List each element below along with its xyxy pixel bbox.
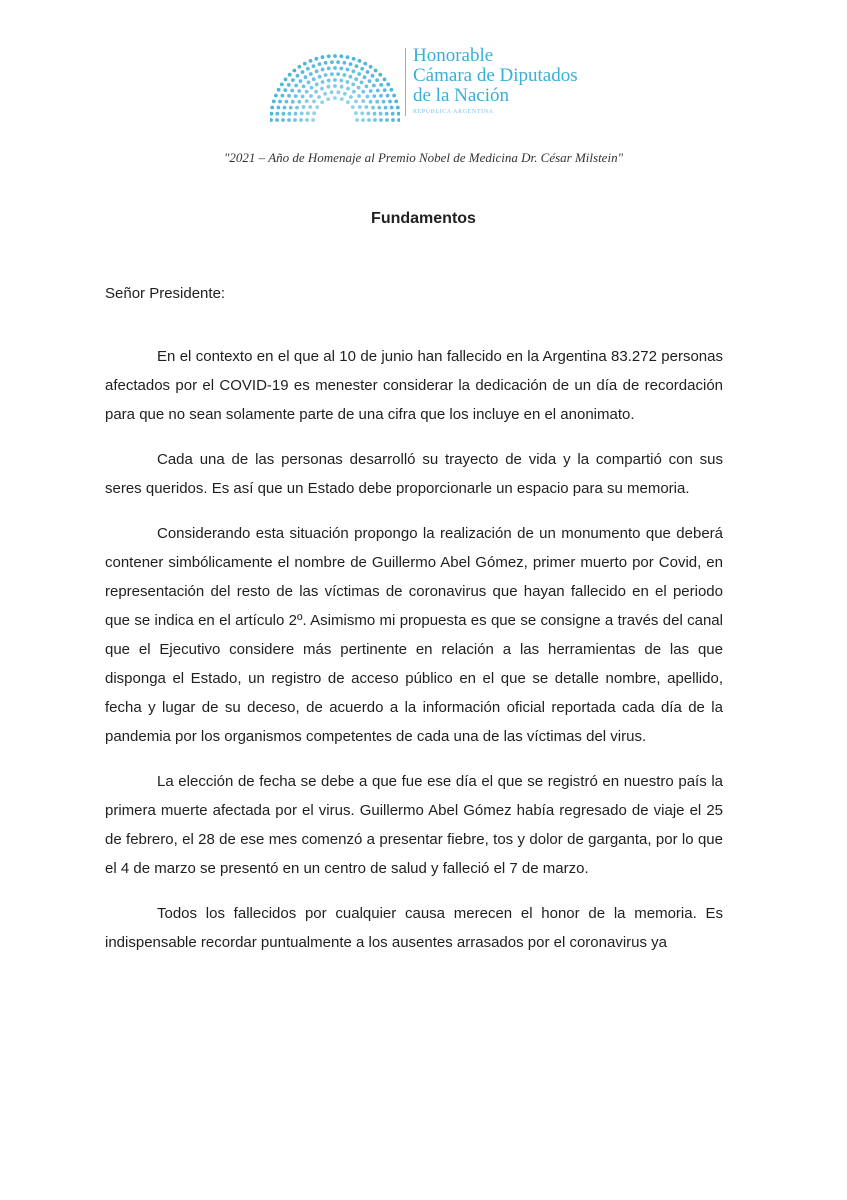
logo-dot <box>339 67 343 71</box>
logo-dot <box>354 100 358 104</box>
logo-dot <box>307 81 311 85</box>
logo-dot <box>281 94 285 98</box>
logo-dot <box>372 94 376 98</box>
logo-dot <box>361 90 365 94</box>
logo-dot <box>340 85 344 89</box>
logo-dot <box>315 83 319 87</box>
logo-dot <box>298 65 302 69</box>
logo-dot <box>360 81 364 85</box>
logo-dot <box>285 100 289 104</box>
logo-dot <box>397 118 400 122</box>
paragraph: La elección de fecha se debe a que fue ese día el que se registró en nuestro país la primera muerte afectada por el virus. Guillermo Abel Gómez había regresado de viaje el 25 de febrero, el 28 de ese mes comenzó a presentar fiebre, tos y dolor de garganta, por lo que el 4 de marzo se presentó en un centro de salud y falleció el 7 de marzo. <box>105 773 723 877</box>
logo-dot <box>388 100 392 104</box>
logo-dot <box>349 75 353 79</box>
logo-dot <box>333 66 337 70</box>
logo-dot <box>361 99 365 103</box>
logo-dot <box>302 85 306 89</box>
logo-dot <box>315 105 319 109</box>
logo-dot <box>375 78 379 82</box>
logo-dot <box>360 67 364 71</box>
logo-dot <box>379 94 383 98</box>
logo-dot <box>306 67 310 71</box>
logo-divider <box>405 48 406 116</box>
logo-dot <box>308 105 312 109</box>
logo-dot <box>302 105 306 109</box>
logo-dot <box>369 89 373 93</box>
logo-dot <box>290 89 294 93</box>
logo-dot <box>339 54 343 58</box>
logo-dot <box>270 112 273 116</box>
logo-dot <box>297 89 301 93</box>
logo-dot <box>323 92 327 96</box>
logo-dot <box>312 100 316 104</box>
logo-dot <box>365 105 369 109</box>
logo-dot <box>318 75 322 79</box>
logo-dot <box>386 83 390 87</box>
logo-dot <box>390 106 394 110</box>
document-title: Fundamentos <box>371 210 476 227</box>
logo-dot <box>296 74 300 78</box>
logo-dot <box>352 70 356 74</box>
logo-dot <box>376 89 380 93</box>
logo-dot <box>333 54 337 58</box>
logo-dot <box>315 57 319 61</box>
paragraph: Cada una de las personas desarrolló su trayecto de vida y la compartió con sus seres queridos. Es así que un Estado debe proporcionarle un espacio para su memoria. <box>105 451 723 497</box>
logo-dot <box>293 69 297 73</box>
logo-dot <box>333 84 337 88</box>
logo-dot <box>327 79 331 83</box>
logo-dot <box>358 59 362 63</box>
logo-dot <box>363 62 367 66</box>
logo-dot <box>382 100 386 104</box>
logo-dot <box>373 118 377 122</box>
logo-dot <box>301 70 305 74</box>
hemicycle-logo-icon <box>270 38 400 128</box>
logo-dot <box>352 90 356 94</box>
logo-dot <box>305 118 309 122</box>
logo-dot <box>309 72 313 76</box>
logo-dot <box>280 83 284 87</box>
logo-dot <box>377 106 381 110</box>
logo-dot <box>324 61 328 65</box>
logo-dot <box>371 106 375 110</box>
logo-dot <box>379 118 383 122</box>
logo-dot <box>305 90 309 94</box>
logo-dot <box>358 105 362 109</box>
logo-dot <box>277 106 281 110</box>
logo-dot <box>304 75 308 79</box>
logo-dot <box>374 69 378 73</box>
logo-dot <box>287 94 291 98</box>
logo-dot <box>270 106 274 110</box>
logo-dot <box>366 112 370 116</box>
institution-line-2: Cámara de Diputados <box>413 65 578 86</box>
logo-dot <box>321 80 325 84</box>
logo-dot <box>272 100 276 104</box>
logo-dot <box>327 54 331 58</box>
logo-dot <box>282 112 286 116</box>
logo-dot <box>354 77 358 81</box>
institution-line-3: de la Nación <box>413 85 510 106</box>
logo-dot <box>366 70 370 74</box>
logo-dot <box>336 60 340 64</box>
logo-dot <box>321 55 325 59</box>
logo-dot <box>301 95 305 99</box>
logo-dot <box>391 112 395 116</box>
logo-dot <box>354 111 358 115</box>
logo-dot <box>385 112 389 116</box>
logo-dot <box>299 118 303 122</box>
logo-dot <box>312 111 316 115</box>
logo-dot <box>309 59 313 63</box>
logo-dot <box>311 118 315 122</box>
logo-dot <box>298 100 302 104</box>
header-logo <box>270 38 590 128</box>
logo-dot <box>346 55 350 59</box>
logo-dot <box>274 94 278 98</box>
document-body <box>105 342 723 973</box>
logo-dot <box>324 73 328 77</box>
logo-dot <box>343 73 347 77</box>
institution-name <box>413 46 578 117</box>
logo-dot <box>318 62 322 66</box>
logo-dot <box>284 78 288 82</box>
logo-dot <box>340 97 344 101</box>
logo-dot <box>373 112 377 116</box>
logo-dot <box>385 118 389 122</box>
logo-dot <box>390 88 394 92</box>
logo-dot <box>337 90 341 94</box>
logo-dot <box>277 88 281 92</box>
logo-dot <box>371 74 375 78</box>
logo-dot <box>294 112 298 116</box>
logo-dot <box>283 106 287 110</box>
logo-dot <box>287 118 291 122</box>
logo-dot <box>383 88 387 92</box>
logo-dot <box>336 72 340 76</box>
logo-dot <box>351 83 355 87</box>
logo-dot <box>346 68 350 72</box>
logo-dot <box>295 106 299 110</box>
logo-dot <box>317 95 321 99</box>
logo-dot <box>333 96 337 100</box>
paragraph: Todos los fallecidos por cualquier causa merecen el honor de la memoria. Es indispensable recordar puntualmente a los ausentes arrasados por el coronavirus ya <box>105 905 723 951</box>
logo-dot <box>343 61 347 65</box>
logo-dot <box>346 100 350 104</box>
logo-dot <box>349 62 353 66</box>
logo-dot <box>361 118 365 122</box>
logo-dot <box>306 111 310 115</box>
logo-dot <box>386 94 390 98</box>
logo-dot <box>349 95 353 99</box>
logo-dot <box>360 111 364 115</box>
logo-dot <box>287 83 291 87</box>
logo-dot <box>303 62 307 66</box>
logo-dot <box>330 72 334 76</box>
logo-dot <box>320 100 324 104</box>
logo-dot <box>367 118 371 122</box>
logo-dot <box>293 118 297 122</box>
paragraph: En el contexto en el que al 10 de junio han fallecido en la Argentina 83.272 personas afectados por el COVID-19 es menester considerar la dedicación de un día de recordación para que no sean solamente parte de una cifra que los incluye en el anonimato. <box>105 348 723 423</box>
year-motto: "2021 – Año de Homenaje al Premio Nobel de Medicina Dr. César Milstein" <box>223 150 624 165</box>
logo-dot <box>291 100 295 104</box>
logo-dot <box>283 88 287 92</box>
logo-dot <box>330 60 334 64</box>
logo-dot <box>357 86 361 90</box>
logo-dot <box>320 87 324 91</box>
logo-dot <box>330 90 334 94</box>
logo-dot <box>275 118 279 122</box>
logo-dot <box>379 83 383 87</box>
logo-dot <box>397 112 400 116</box>
logo-dot <box>288 73 292 77</box>
logo-dot <box>366 95 370 99</box>
logo-dot <box>312 64 316 68</box>
paragraph: Considerando esta situación propongo la realización de un monumento que deberá contener simbólicamente el nombre de Guillermo Abel Gómez, primer muerto por Covid, en representación del resto de las víctimas de coronavirus que hayan fallecido en el periodo que se indica en el artículo 2º. Asimismo mi propuesta es que se consigne a través del canal que el Ejecutivo considere más pertinente en relación a las herramientas de las que disponga el Estado, un registro de acceso público en el que se detalle nombre, apellido, fecha y lugar de su deceso, de acuerdo a la información oficial reportada cada día de la pandemia por los organismos competentes de cada una de las víctimas del virus. <box>105 525 723 745</box>
logo-dot <box>294 94 298 98</box>
logo-dot <box>327 67 331 71</box>
logo-dot <box>294 84 298 88</box>
salutation: Señor Presidente: <box>105 285 226 302</box>
logo-dot <box>375 100 379 104</box>
logo-dot <box>369 65 373 69</box>
logo-dot <box>275 112 279 116</box>
logo-dot <box>369 100 373 104</box>
institution-line-1: Honorable <box>413 45 494 66</box>
logo-dot <box>346 87 350 91</box>
logo-dot <box>352 57 356 61</box>
logo-dot <box>314 90 318 94</box>
logo-dot <box>315 70 319 74</box>
logo-dot <box>394 100 398 104</box>
logo-dot <box>288 112 292 116</box>
logo-dot <box>299 79 303 83</box>
logo-dot <box>391 118 395 122</box>
logo-dot <box>305 99 309 103</box>
logo-dot <box>339 79 343 83</box>
logo-dot <box>278 100 282 104</box>
logo-dot <box>355 64 359 68</box>
logo-dot <box>351 105 355 109</box>
logo-dot <box>310 86 314 90</box>
logo-dot <box>378 73 382 77</box>
logo-dot <box>384 106 388 110</box>
logo-dot <box>281 118 285 122</box>
logo-dot <box>291 78 295 82</box>
logo-dot <box>289 106 293 110</box>
logo-dot <box>392 94 396 98</box>
logo-dot <box>309 94 313 98</box>
logo-dot <box>372 84 376 88</box>
logo-dot <box>343 92 347 96</box>
logo-dot <box>346 80 350 84</box>
logo-dot <box>312 77 316 81</box>
logo-dot <box>326 97 330 101</box>
logo-dot <box>327 85 331 89</box>
logo-dot <box>270 118 273 122</box>
logo-dot <box>300 112 304 116</box>
logo-dot <box>357 94 361 98</box>
logo-dot <box>363 75 367 79</box>
logo-dot <box>357 72 361 76</box>
logo-dot <box>355 118 359 122</box>
logo-dot <box>365 85 369 89</box>
logo-dot <box>321 68 325 72</box>
logo-dot <box>379 112 383 116</box>
institution-subtitle: REPÚBLICA ARGENTINA <box>413 109 494 115</box>
logo-dot <box>396 106 400 110</box>
logo-dot <box>383 78 387 82</box>
logo-dot <box>368 79 372 83</box>
logo-dot <box>333 78 337 82</box>
